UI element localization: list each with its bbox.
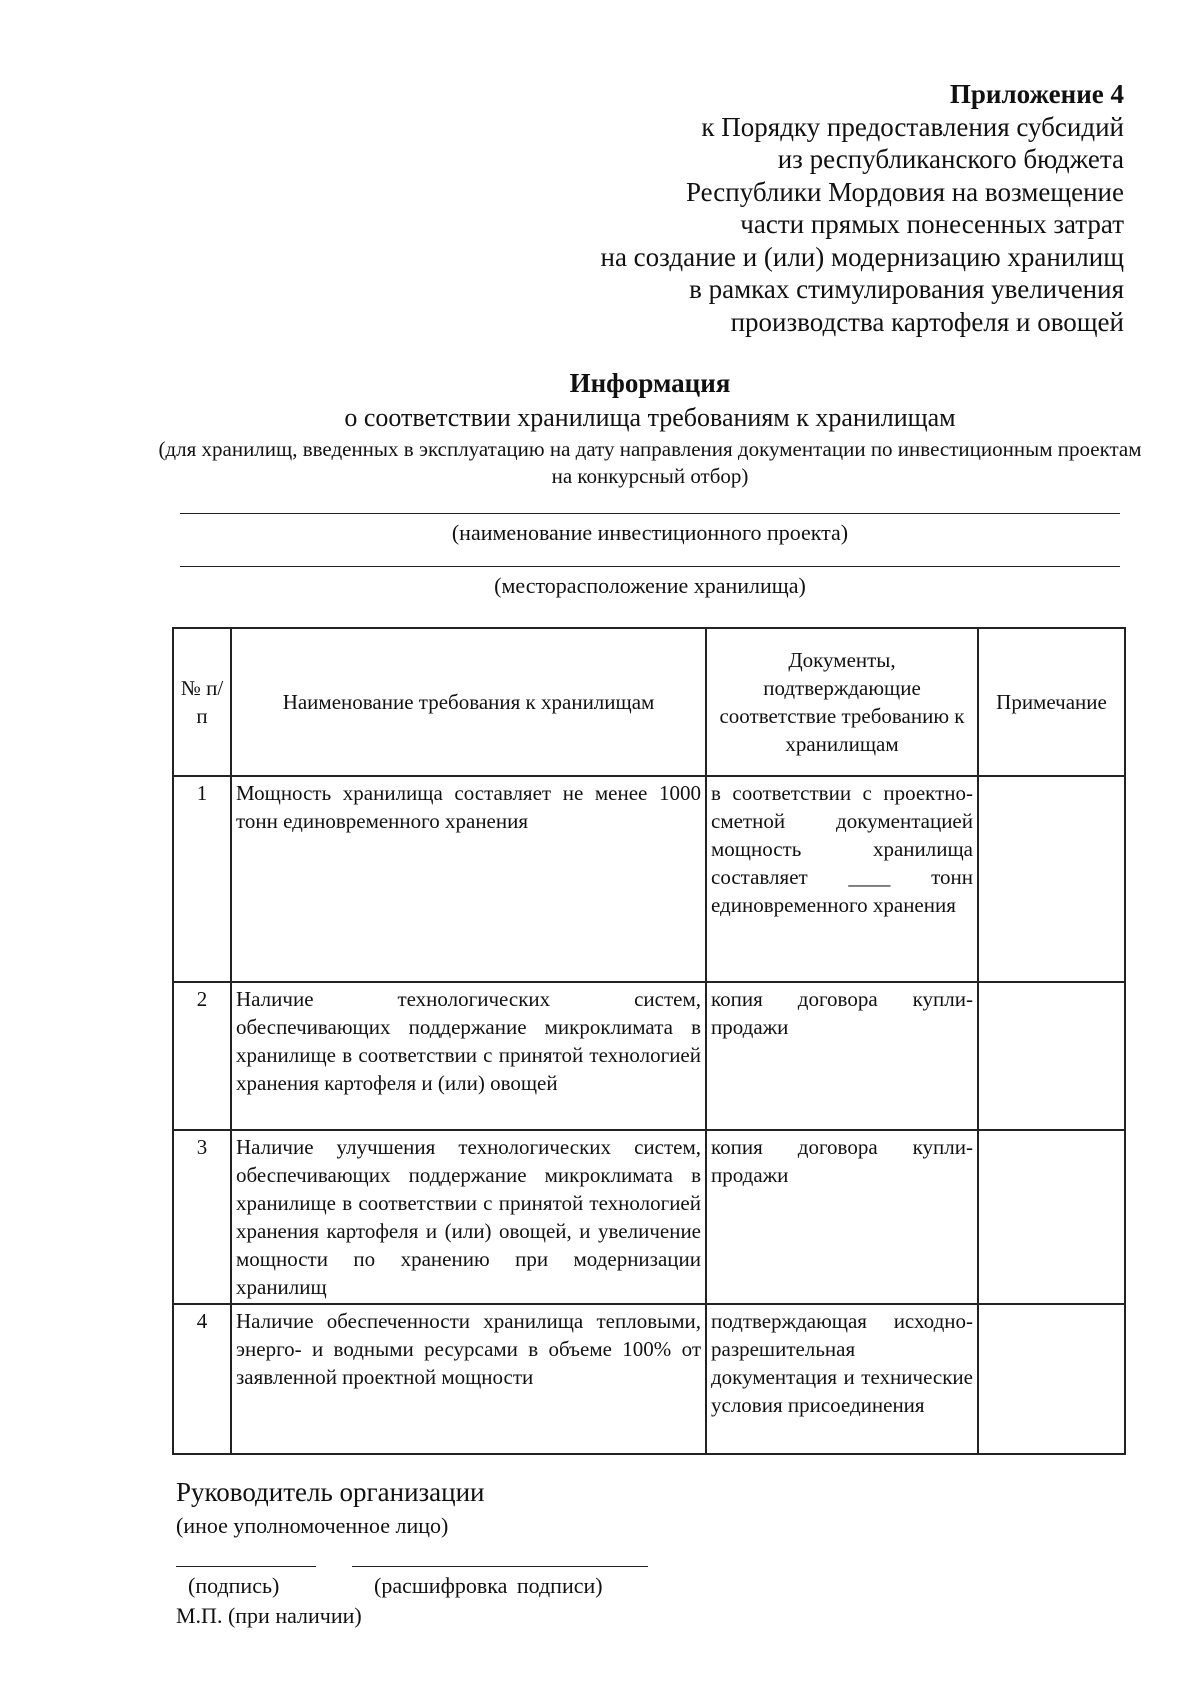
signature-decode-label: (расшифровка подписи) bbox=[374, 1573, 603, 1598]
appendix-line: части прямых понесенных затрат bbox=[740, 209, 1124, 239]
row-num: 1 bbox=[173, 776, 231, 982]
appendix-number: Приложение 4 bbox=[949, 79, 1124, 109]
table-header-row bbox=[173, 628, 1125, 776]
signatory-title: Руководитель организации bbox=[176, 1477, 485, 1507]
header-name: Наименование требования к хранилищам bbox=[231, 628, 706, 776]
document-subtitle: о соответствии хранилища требованиям к хранилищам bbox=[344, 403, 956, 432]
appendix-line: из республиканского бюджета bbox=[777, 144, 1124, 174]
signature-label: (подпись) bbox=[188, 1573, 280, 1598]
row-requirement: Наличие технологических систем, обеспечивающих поддержание микроклимата в хранилище в соответствии с принятой технологией хранения картофеля и (или) овощей bbox=[231, 982, 706, 1130]
table-row bbox=[173, 1304, 1125, 1454]
project-name-label: (наименование инвестиционного проекта) bbox=[451, 520, 849, 545]
requirements-table bbox=[172, 627, 1126, 1455]
row-note[interactable] bbox=[978, 1304, 1125, 1454]
row-documents: копия договора купли-продажи bbox=[706, 982, 978, 1130]
row-documents: копия договора купли-продажи bbox=[706, 1130, 978, 1304]
row-note[interactable] bbox=[978, 776, 1125, 982]
row-requirement: Наличие обеспеченности хранилища тепловыми, энерго- и водными ресурсами в объеме 100% от заявленной проектной мощности bbox=[231, 1304, 706, 1454]
header-docs: Документы, подтверждающие соответствие требованию к хранилищам bbox=[706, 628, 978, 776]
header-num: № п/п bbox=[173, 628, 231, 776]
row-note[interactable] bbox=[978, 1130, 1125, 1304]
location-label: (месторасположение хранилища) bbox=[494, 573, 806, 598]
signature-decode-line[interactable] bbox=[352, 1566, 648, 1567]
appendix-line: в рамках стимулирования увеличения bbox=[689, 274, 1124, 304]
table-row bbox=[173, 982, 1125, 1130]
row-documents: подтверждающая исходно-разрешительная документация и технические условия присоединения bbox=[706, 1304, 978, 1454]
row-requirement: Мощность хранилища составляет не менее 1000 тонн единовременного хранения bbox=[231, 776, 706, 982]
document-title: Информация bbox=[569, 368, 731, 398]
appendix-line: на создание и (или) модернизацию хранилищ bbox=[600, 241, 1124, 272]
appendix-line: к Порядку предоставления субсидий bbox=[701, 111, 1124, 142]
appendix-line: производства картофеля и овощей bbox=[730, 306, 1124, 337]
appendix-line: Республики Мордовия на возмещение bbox=[685, 176, 1124, 207]
signatory-subtitle: (иное уполномоченное лицо) bbox=[176, 1513, 449, 1538]
row-note[interactable] bbox=[978, 982, 1125, 1130]
table-row bbox=[173, 1130, 1125, 1304]
row-requirement: Наличие улучшения технологических систем, обеспечивающих поддержание микроклимата в хранилище в соответствии с принятой технологией хранения картофеля и (или) овощей, и увеличение мощности по хранению при модернизации хранилищ bbox=[231, 1130, 706, 1304]
row-documents: в соответствии с проектно-сметной документацией мощность хранилища составляет ____ тонн единовременного хранения bbox=[706, 776, 978, 982]
table-row bbox=[173, 776, 1125, 982]
appendix-header bbox=[424, 78, 1124, 338]
location-line[interactable] bbox=[180, 566, 1120, 567]
document-subtitle-note: (для хранилищ, введенных в эксплуатацию на дату направления документации по инвестиционным проектам на конкурсный отбор) bbox=[158, 437, 1142, 488]
signature-line[interactable] bbox=[176, 1566, 316, 1567]
row-num: 4 bbox=[173, 1304, 231, 1454]
project-name-line[interactable] bbox=[180, 513, 1120, 514]
row-num: 3 bbox=[173, 1130, 231, 1304]
header-note: Примечание bbox=[978, 628, 1125, 776]
stamp-label: М.П. (при наличии) bbox=[176, 1603, 362, 1628]
row-num: 2 bbox=[173, 982, 231, 1130]
